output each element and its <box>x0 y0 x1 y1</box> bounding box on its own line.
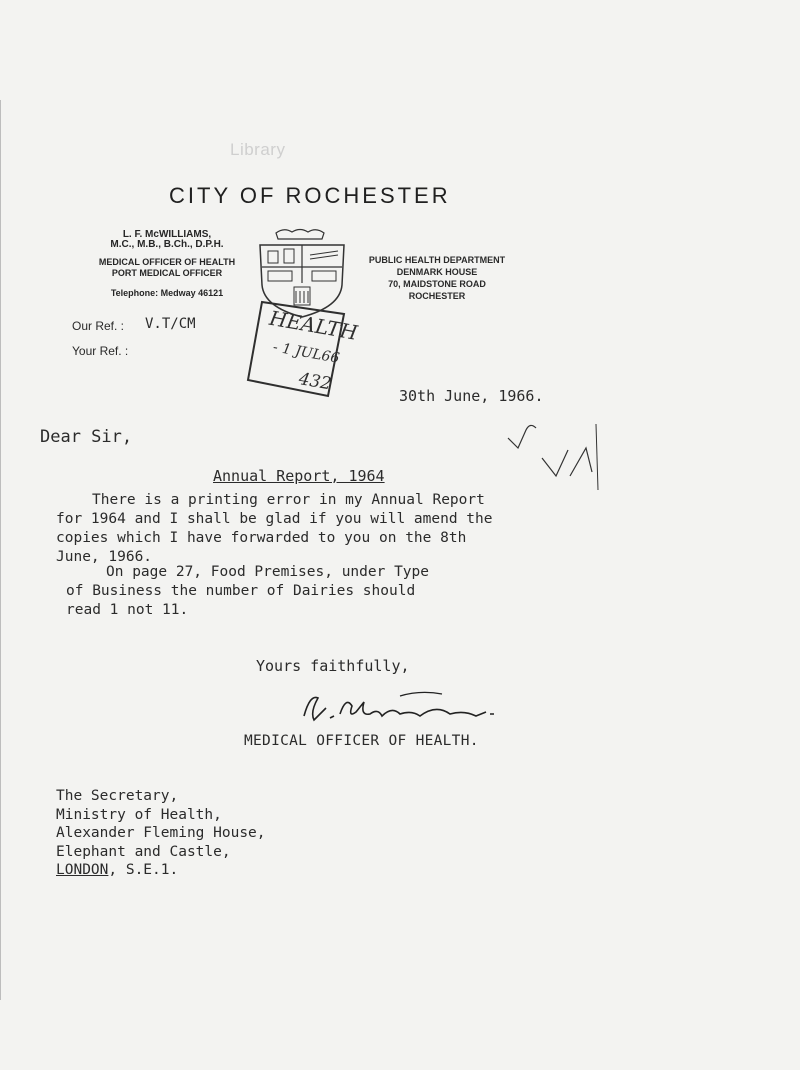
stamp-line-1: HEALTH <box>267 305 360 345</box>
paragraph-1-line: for 1964 and I shall be glad if you will amend the <box>56 511 493 527</box>
address-line-1: DENMARK HOUSE <box>396 267 478 277</box>
stamp-line-2: - 1 JUL66 <box>271 339 341 367</box>
sender-role-moh: MEDICAL OFFICER OF HEALTH <box>98 257 236 267</box>
addressee-line: Elephant and Castle, <box>56 843 231 860</box>
subject-line: Annual Report, 1964 <box>213 467 385 485</box>
addressee-line <box>56 861 266 880</box>
addressee-city: LONDON <box>56 862 109 878</box>
paragraph-1-line: June, 1966. <box>56 549 153 565</box>
our-ref-label: Our Ref. : <box>72 319 125 333</box>
addressee-line: Ministry of Health, <box>56 806 222 823</box>
signature-title: MEDICAL OFFICER OF HEALTH. <box>244 733 479 749</box>
telephone: Telephone: Medway 46121 <box>110 288 224 298</box>
sender-role-port: PORT MEDICAL OFFICER <box>111 268 223 278</box>
salutation: Dear Sir, <box>40 427 133 447</box>
address-line-3: ROCHESTER <box>408 291 466 301</box>
handwritten-margin-marks <box>446 410 606 500</box>
library-stamp: Library <box>230 140 286 159</box>
paragraph-2-line: of Business the number of Dairies should <box>66 583 416 599</box>
closing: Yours faithfully, <box>256 657 410 675</box>
addressee-block <box>56 787 266 880</box>
letter-date: 30th June, 1966. <box>399 387 544 405</box>
sender-block <box>77 230 257 299</box>
paragraph-1-line: There is a printing error in my Annual Report <box>92 492 485 508</box>
paragraph-2 <box>66 563 536 620</box>
addressee-postcode: , S.E.1. <box>108 862 179 878</box>
received-date-stamp <box>250 300 360 400</box>
department-address <box>362 254 512 302</box>
department-name: PUBLIC HEALTH DEPARTMENT <box>368 255 506 265</box>
page-edge <box>0 100 41 1000</box>
our-ref-value: V.T/CM <box>145 316 196 332</box>
address-line-2: 70, MAIDSTONE ROAD <box>388 279 486 289</box>
paragraph-2-line: read 1 not 11. <box>66 602 189 618</box>
letterhead-title: CITY OF ROCHESTER <box>169 183 451 208</box>
paragraph-1-line: copies which I have forwarded to you on the 8th <box>56 530 467 546</box>
stamp-line-3: 432 <box>297 369 333 395</box>
handwritten-signature <box>300 686 530 730</box>
paragraph-2-line: On page 27, Food Premises, under Type <box>106 564 430 580</box>
addressee-line: Alexander Fleming House, <box>56 825 266 841</box>
paragraph-1 <box>56 491 576 567</box>
addressee-line: The Secretary, <box>56 788 179 804</box>
sender-qualifications: M.C., M.B., B.Ch., D.P.H. <box>110 239 224 250</box>
your-ref-label: Your Ref. : <box>72 344 129 358</box>
sender-name: L. F. McWILLIAMS, <box>122 229 212 240</box>
